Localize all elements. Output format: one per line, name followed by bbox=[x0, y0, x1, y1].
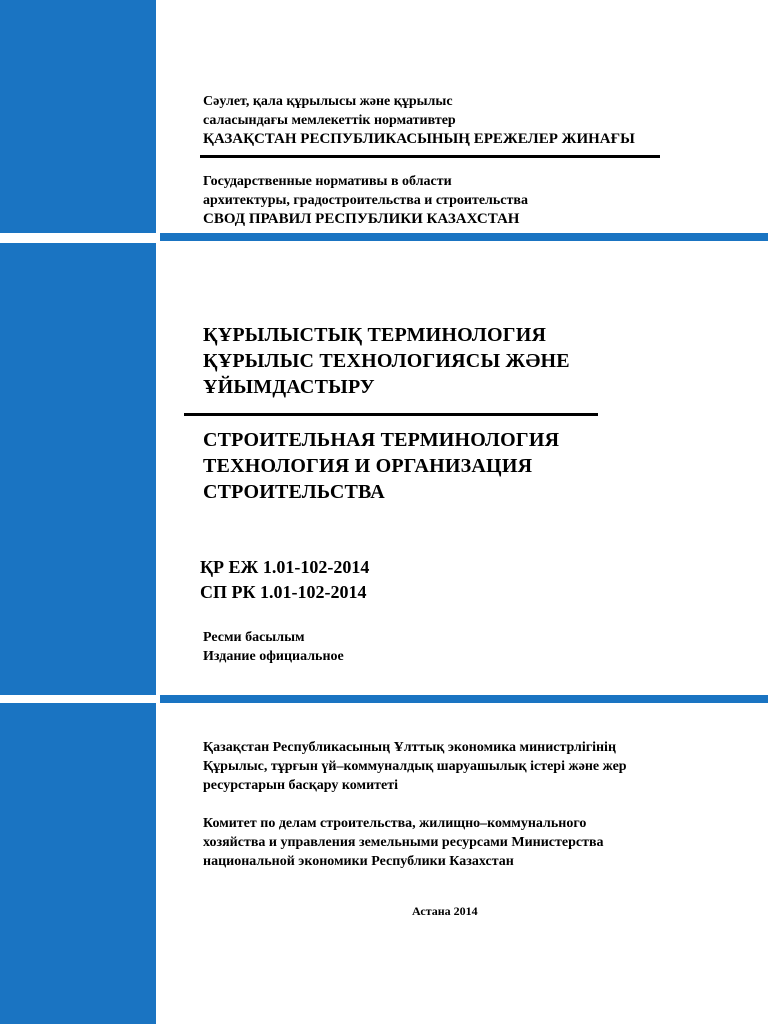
place-year: Астана 2014 bbox=[412, 904, 478, 918]
header-kz bbox=[203, 92, 635, 149]
publisher-ru-line3: национальной экономики Республики Казахстан bbox=[203, 854, 514, 869]
document-codes bbox=[200, 555, 369, 605]
publisher-ru-line2: хозяйства и управления земельными ресурсами Министерства bbox=[203, 835, 604, 850]
header-ru-line2: архитектуры, градостроительства и строительства bbox=[203, 193, 528, 208]
title-kz-line2: ҚҰРЫЛЫС ТЕХНОЛОГИЯСЫ ЖӘНЕ bbox=[203, 350, 570, 372]
left-blue-panel-middle bbox=[0, 243, 156, 695]
header-divider bbox=[200, 155, 660, 158]
header-ru bbox=[203, 172, 528, 229]
blue-stripe-upper bbox=[160, 233, 768, 241]
title-ru-line2: ТЕХНОЛОГИЯ И ОРГАНИЗАЦИЯ bbox=[203, 455, 533, 477]
left-blue-panel-bottom bbox=[0, 703, 156, 1024]
header-kz-line3: ҚАЗАҚСТАН РЕСПУБЛИКАСЫНЫҢ ЕРЕЖЕЛЕР ЖИНАҒЫ bbox=[203, 131, 635, 147]
title-kz-line1: ҚҰРЫЛЫСТЫҚ ТЕРМИНОЛОГИЯ bbox=[203, 324, 547, 346]
title-ru-line3: СТРОИТЕЛЬСТВА bbox=[203, 481, 385, 503]
header-ru-line3: СВОД ПРАВИЛ РЕСПУБЛИКИ КАЗАХСТАН bbox=[203, 211, 520, 227]
publisher-ru-line1: Комитет по делам строительства, жилищно–коммунального bbox=[203, 816, 587, 831]
publisher-ru bbox=[203, 814, 604, 871]
edition-ru: Издание официальное bbox=[203, 649, 344, 664]
header-kz-line2: саласындағы мемлекеттік нормативтер bbox=[203, 113, 456, 128]
publisher-kz-line2: Құрылыс, тұрғын үй–коммуналдық шаруашылық істері және жер bbox=[203, 759, 627, 774]
code-kz: ҚР ЕЖ 1.01-102-2014 bbox=[200, 557, 370, 577]
edition-kz: Ресми басылым bbox=[203, 630, 305, 645]
title-ru-line1: СТРОИТЕЛЬНАЯ ТЕРМИНОЛОГИЯ bbox=[203, 429, 560, 451]
title-kz-line3: ҰЙЫМДАСТЫРУ bbox=[203, 376, 375, 398]
edition-note bbox=[203, 628, 344, 666]
code-ru: СП РК 1.01-102-2014 bbox=[200, 582, 367, 602]
title-ru bbox=[203, 427, 559, 505]
header-ru-line1: Государственные нормативы в области bbox=[203, 174, 452, 189]
left-blue-panel-top bbox=[0, 0, 156, 233]
title-kz bbox=[203, 322, 570, 400]
blue-stripe-lower bbox=[160, 695, 768, 703]
publisher-kz-line3: ресурстарын басқару комитеті bbox=[203, 778, 398, 793]
header-kz-line1: Сәулет, қала құрылысы және құрылыс bbox=[203, 94, 453, 109]
publisher-kz bbox=[203, 738, 627, 795]
publisher-kz-line1: Қазақстан Республикасының Ұлттық экономика министрлігінің bbox=[203, 740, 617, 755]
title-divider bbox=[184, 413, 598, 416]
